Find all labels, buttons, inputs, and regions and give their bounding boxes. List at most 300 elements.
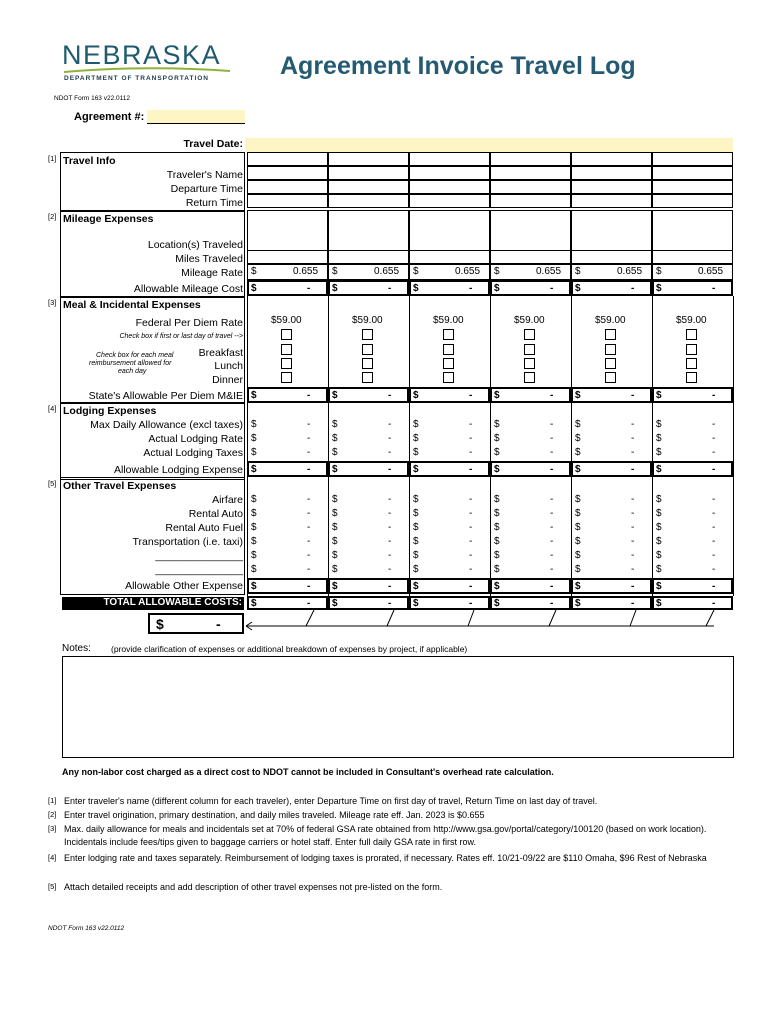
blank2-label: _______________ [155, 564, 243, 576]
rate-value-col-4: 0.655 [536, 266, 562, 277]
lunch-checkbox-col-4[interactable] [524, 358, 535, 369]
traveler-col-3-header[interactable] [409, 152, 490, 166]
travel-info-col-5-row-3[interactable] [571, 194, 652, 208]
allow-lodging-dollar-col-5: $ [575, 464, 581, 475]
max-daily-dollar-col-1: $ [251, 419, 257, 430]
agreement-number-field[interactable] [147, 110, 245, 124]
footnote-1: [1] Enter traveler's name (different column for each traveler), enter Departure Time on first day of travel, Return Time on last day of travel. [48, 796, 598, 806]
notes-hint: (provide clarification of expenses or additional breakdown of expenses by project, if applicable) [111, 644, 468, 654]
miles-col-3[interactable] [409, 250, 490, 264]
per-diem-col-3: $59.00 [433, 315, 464, 326]
actual-rate-dollar-col-5: $ [575, 433, 581, 444]
allow-lodging-value-col-2: - [388, 464, 392, 475]
traveler-col-4-header[interactable] [490, 152, 571, 166]
traveler-col-1-header[interactable] [247, 152, 328, 166]
total-dollar-col-4: $ [494, 598, 500, 609]
col-divider-2 [328, 296, 329, 596]
actual-taxes-dollar-col-3: $ [413, 447, 419, 458]
rental-auto-dollar-col-5: $ [575, 508, 581, 519]
airfare-dollar-col-2: $ [332, 494, 338, 505]
transport-label: Transportation (i.e. taxi) [132, 536, 243, 548]
miles-col-2[interactable] [328, 250, 409, 264]
grand-total-dollar: $ [156, 616, 164, 632]
section-box-1 [60, 152, 245, 212]
notes-textarea[interactable] [62, 656, 734, 758]
blank1-value-col-5[interactable]: - [631, 550, 635, 561]
blank2-dollar-col-5: $ [575, 564, 581, 575]
actual-rate-label: Actual Lodging Rate [148, 433, 243, 445]
blank1-value-col-6[interactable]: - [712, 550, 716, 561]
state-allow-dollar-col-5: $ [575, 390, 581, 401]
allow-lodging-col-5 [571, 461, 652, 477]
allow-other-value-col-2: - [388, 581, 392, 592]
lunch-checkbox-col-2[interactable] [362, 358, 373, 369]
first-last-checkbox-col-6[interactable] [686, 329, 697, 340]
dinner-checkbox-col-1[interactable] [281, 372, 292, 383]
travel-info-col-2-row-3[interactable] [328, 194, 409, 208]
meal-section: Meal & Incidental Expenses [63, 299, 201, 311]
allow-other-value-col-5: - [631, 581, 635, 592]
airfare-value-col-4[interactable]: - [550, 494, 554, 505]
blank1-value-col-2[interactable]: - [388, 550, 392, 561]
total-value-col-4: - [550, 598, 554, 609]
allow-mileage-col-4 [490, 280, 571, 296]
section-box-3 [60, 296, 245, 404]
total-value-col-1: - [307, 598, 311, 609]
transport-dollar-col-2: $ [332, 536, 338, 547]
state-allow-value-col-5: - [631, 390, 635, 401]
actual-taxes-value-col-1[interactable]: - [307, 447, 311, 458]
transport-dollar-col-1: $ [251, 536, 257, 547]
rental-auto-value-col-5[interactable]: - [631, 508, 635, 519]
travel-info-col-2-row-2[interactable] [328, 180, 409, 194]
airfare-dollar-col-4: $ [494, 494, 500, 505]
allow-lodging-col-3 [409, 461, 490, 477]
allow-other-value-col-3: - [469, 581, 473, 592]
blank2-dollar-col-6: $ [656, 564, 662, 575]
actual-taxes-dollar-col-5: $ [575, 447, 581, 458]
total-value-col-3: - [469, 598, 473, 609]
total-dollar-col-5: $ [575, 598, 581, 609]
logo-wordmark: NEBRASKA [62, 40, 222, 70]
rate-value-col-2: 0.655 [374, 266, 400, 277]
allow-other-col-2 [328, 578, 409, 594]
per-diem-col-2: $59.00 [352, 315, 383, 326]
transport-value-col-3[interactable]: - [469, 536, 473, 547]
total-allowable-label: TOTAL ALLOWABLE COSTS: [62, 597, 244, 610]
check-meal-hint-3: each day [118, 368, 147, 375]
blank2-value-col-1[interactable]: - [307, 564, 311, 575]
allow-other-dollar-col-5: $ [575, 581, 581, 592]
state-allow-col-6 [652, 387, 733, 403]
blank1-value-col-3[interactable]: - [469, 550, 473, 561]
col-divider-1 [247, 296, 248, 596]
travel-info-col-3-row-1[interactable] [409, 166, 490, 180]
blank1-dollar-col-5: $ [575, 550, 581, 561]
allow-lodging-col-1 [247, 461, 328, 477]
actual-taxes-label: Actual Lodging Taxes [143, 447, 243, 459]
dinner-checkbox-col-3[interactable] [443, 372, 454, 383]
blank1-dollar-col-2: $ [332, 550, 338, 561]
lunch-checkbox-col-6[interactable] [686, 358, 697, 369]
miles-col-5[interactable] [571, 250, 652, 264]
blank1-dollar-col-4: $ [494, 550, 500, 561]
check-first-last-hint: Check box if first or last day of travel --> [119, 333, 243, 340]
state-allow-value-col-1: - [307, 390, 311, 401]
first-last-checkbox-col-4[interactable] [524, 329, 535, 340]
state-allow-value-col-6: - [712, 390, 716, 401]
travel-info-col-6-row-1[interactable] [652, 166, 733, 180]
total-arrows-icon [244, 606, 724, 636]
allow-mileage-col-2 [328, 280, 409, 296]
allow-mileage-col-1 [247, 280, 328, 296]
rental-fuel-dollar-col-6: $ [656, 522, 662, 533]
rate-value-col-3: 0.655 [455, 266, 481, 277]
actual-taxes-value-col-4[interactable]: - [550, 447, 554, 458]
allow-mileage-value-col-4: - [550, 283, 554, 294]
rental-fuel-value-col-6[interactable]: - [712, 522, 716, 533]
breakfast-checkbox-col-4[interactable] [524, 344, 535, 355]
max-daily-dollar-col-6: $ [656, 419, 662, 430]
lunch-checkbox-col-3[interactable] [443, 358, 454, 369]
travelers-name-label: Traveler's Name [166, 169, 243, 181]
allow-other-dollar-col-4: $ [494, 581, 500, 592]
breakfast-checkbox-col-5[interactable] [605, 344, 616, 355]
agreement-label: Agreement #: [74, 111, 145, 123]
traveler-col-6-header[interactable] [652, 152, 733, 166]
allow-lodging-col-4 [490, 461, 571, 477]
dinner-checkbox-col-6[interactable] [686, 372, 697, 383]
actual-rate-value-col-2[interactable]: - [388, 433, 392, 444]
total-value-col-6: - [712, 598, 716, 609]
dinner-label: Dinner [212, 374, 243, 386]
lunch-checkbox-col-5[interactable] [605, 358, 616, 369]
travel-info-col-1-row-1[interactable] [247, 166, 328, 180]
transport-value-col-5[interactable]: - [631, 536, 635, 547]
actual-rate-value-col-1[interactable]: - [307, 433, 311, 444]
footnote-5: [5] Attach detailed receipts and add description of other travel expenses not pre-listed on the form. [48, 882, 443, 892]
allow-lodging-value-col-3: - [469, 464, 473, 475]
state-allow-col-3 [409, 387, 490, 403]
state-allow-dollar-col-6: $ [656, 390, 662, 401]
rental-fuel-value-col-5[interactable]: - [631, 522, 635, 533]
rental-auto-value-col-6[interactable]: - [712, 508, 716, 519]
actual-rate-dollar-col-4: $ [494, 433, 500, 444]
allow-lodging-label: Allowable Lodging Expense [113, 464, 243, 476]
state-allow-dollar-col-4: $ [494, 390, 500, 401]
footnote-mark-5: [5] [48, 479, 57, 488]
footnote-4: [4] Enter lodging rate and taxes separately. Reimbursement of lodging taxes is prorated, if necessary. Rates eff. 10/21-09/22 are $110 Omaha, $96 Rest of Nebraska [48, 853, 707, 863]
miles-label: Miles Traveled [175, 253, 243, 265]
allow-lodging-dollar-col-1: $ [251, 464, 257, 475]
logo-swoosh-icon [62, 67, 232, 75]
allow-lodging-dollar-col-2: $ [332, 464, 338, 475]
state-allow-value-col-4: - [550, 390, 554, 401]
max-daily-label: Max Daily Allowance (excl taxes) [90, 419, 243, 431]
first-last-checkbox-col-2[interactable] [362, 329, 373, 340]
allow-lodging-dollar-col-3: $ [413, 464, 419, 475]
max-daily-dollar-col-2: $ [332, 419, 338, 430]
rental-fuel-dollar-col-4: $ [494, 522, 500, 533]
breakfast-checkbox-col-3[interactable] [443, 344, 454, 355]
allow-other-col-5 [571, 578, 652, 594]
allow-mileage-col-5 [571, 280, 652, 296]
transport-dollar-col-5: $ [575, 536, 581, 547]
per-diem-label: Federal Per Diem Rate [135, 317, 243, 329]
blank1-dollar-col-1: $ [251, 550, 257, 561]
rental-auto-dollar-col-1: $ [251, 508, 257, 519]
total-dollar-col-3: $ [413, 598, 419, 609]
section-box-4 [60, 402, 245, 480]
col-divider-5 [571, 296, 572, 596]
max-daily-value-col-2[interactable]: - [388, 419, 392, 430]
total-dollar-col-2: $ [332, 598, 338, 609]
page-title: Agreement Invoice Travel Log [280, 52, 636, 80]
rental-fuel-dollar-col-1: $ [251, 522, 257, 533]
state-allow-label: State's Allowable Per Diem M&IE [88, 390, 243, 402]
rental-auto-value-col-3[interactable]: - [469, 508, 473, 519]
logo-subtitle: DEPARTMENT OF TRANSPORTATION [64, 75, 209, 82]
footer-form-number: NDOT Form 163 v22.0112 [48, 925, 125, 932]
transport-value-col-6[interactable]: - [712, 536, 716, 547]
actual-rate-value-col-6[interactable]: - [712, 433, 716, 444]
state-allow-col-1 [247, 387, 328, 403]
actual-rate-dollar-col-2: $ [332, 433, 338, 444]
actual-rate-dollar-col-3: $ [413, 433, 419, 444]
blank2-value-col-6[interactable]: - [712, 564, 716, 575]
airfare-value-col-6[interactable]: - [712, 494, 716, 505]
transport-value-col-1[interactable]: - [307, 536, 311, 547]
max-daily-value-col-3[interactable]: - [469, 419, 473, 430]
actual-rate-value-col-3[interactable]: - [469, 433, 473, 444]
allow-mileage-value-col-5: - [631, 283, 635, 294]
travel-info-col-1-row-3[interactable] [247, 194, 328, 208]
notes-label: Notes: [62, 643, 91, 654]
rental-fuel-value-col-3[interactable]: - [469, 522, 473, 533]
airfare-dollar-col-3: $ [413, 494, 419, 505]
rate-dollar-col-2: $ [332, 266, 338, 277]
max-daily-dollar-col-4: $ [494, 419, 500, 430]
departure-time-label: Departure Time [170, 183, 243, 195]
allow-other-value-col-6: - [712, 581, 716, 592]
miles-col-1[interactable] [247, 250, 328, 264]
check-meal-hint-2: reimbursement allowed for [89, 360, 172, 367]
actual-taxes-value-col-3[interactable]: - [469, 447, 473, 458]
travel-info-col-5-row-1[interactable] [571, 166, 652, 180]
airfare-value-col-5[interactable]: - [631, 494, 635, 505]
travel-info-col-1-row-2[interactable] [247, 180, 328, 194]
total-value-col-2: - [388, 598, 392, 609]
travel-info-col-6-row-2[interactable] [652, 180, 733, 194]
actual-rate-dollar-col-6: $ [656, 433, 662, 444]
per-diem-col-4: $59.00 [514, 315, 545, 326]
breakfast-checkbox-col-6[interactable] [686, 344, 697, 355]
rental-auto-dollar-col-2: $ [332, 508, 338, 519]
rate-dollar-col-1: $ [251, 266, 257, 277]
blank2-dollar-col-4: $ [494, 564, 500, 575]
actual-rate-value-col-5[interactable]: - [631, 433, 635, 444]
section-box-2 [60, 210, 245, 298]
locations-label: Location(s) Traveled [147, 239, 243, 251]
airfare-dollar-col-1: $ [251, 494, 257, 505]
miles-col-6[interactable] [652, 250, 733, 264]
travel-info-col-2-row-1[interactable] [328, 166, 409, 180]
lunch-label: Lunch [214, 360, 243, 372]
footnote-mark-2: [2] [48, 212, 57, 221]
per-diem-col-6: $59.00 [676, 315, 707, 326]
first-last-checkbox-col-1[interactable] [281, 329, 292, 340]
blank1-value-col-1[interactable]: - [307, 550, 311, 561]
state-allow-col-4 [490, 387, 571, 403]
allow-mileage-dollar-col-3: $ [413, 283, 419, 294]
travel-info-col-4-row-1[interactable] [490, 166, 571, 180]
dinner-checkbox-col-5[interactable] [605, 372, 616, 383]
overhead-note: Any non-labor cost charged as a direct cost to NDOT cannot be included in Consultant's overhead rate calculation. [62, 767, 554, 777]
blank1-dollar-col-6: $ [656, 550, 662, 561]
airfare-dollar-col-5: $ [575, 494, 581, 505]
rate-dollar-col-3: $ [413, 266, 419, 277]
max-daily-dollar-col-5: $ [575, 419, 581, 430]
section-box-5 [60, 477, 245, 595]
travel-info-col-6-row-3[interactable] [652, 194, 733, 208]
rental-auto-label: Rental Auto [188, 508, 243, 520]
allow-other-dollar-col-6: $ [656, 581, 662, 592]
rental-auto-dollar-col-6: $ [656, 508, 662, 519]
breakfast-checkbox-col-2[interactable] [362, 344, 373, 355]
allow-lodging-dollar-col-6: $ [656, 464, 662, 475]
rental-auto-value-col-2[interactable]: - [388, 508, 392, 519]
first-last-checkbox-col-3[interactable] [443, 329, 454, 340]
max-daily-value-col-6[interactable]: - [712, 419, 716, 430]
allow-other-value-col-4: - [550, 581, 554, 592]
allow-lodging-value-col-1: - [307, 464, 311, 475]
rental-auto-dollar-col-4: $ [494, 508, 500, 519]
state-allow-dollar-col-1: $ [251, 390, 257, 401]
blank1-value-col-4[interactable]: - [550, 550, 554, 561]
transport-value-col-2[interactable]: - [388, 536, 392, 547]
mileage-section: Mileage Expenses [63, 213, 154, 225]
actual-taxes-dollar-col-4: $ [494, 447, 500, 458]
allow-mileage-value-col-2: - [388, 283, 392, 294]
allow-other-value-col-1: - [307, 581, 311, 592]
travel-info-col-5-row-2[interactable] [571, 180, 652, 194]
lodging-section: Lodging Expenses [63, 405, 157, 417]
actual-taxes-value-col-5[interactable]: - [631, 447, 635, 458]
airfare-value-col-2[interactable]: - [388, 494, 392, 505]
col-divider-4 [490, 296, 491, 596]
transport-value-col-4[interactable]: - [550, 536, 554, 547]
travel-info-section: Travel Info [63, 155, 116, 167]
col-divider-7 [733, 296, 734, 596]
max-daily-value-col-5[interactable]: - [631, 419, 635, 430]
allow-other-col-3 [409, 578, 490, 594]
lunch-checkbox-col-1[interactable] [281, 358, 292, 369]
allow-mileage-dollar-col-5: $ [575, 283, 581, 294]
traveler-col-2-header[interactable] [328, 152, 409, 166]
travel-info-col-4-row-3[interactable] [490, 194, 571, 208]
state-allow-dollar-col-3: $ [413, 390, 419, 401]
footnote-mark-4: [4] [48, 404, 57, 413]
allow-other-col-6 [652, 578, 733, 594]
travel-date-input-row[interactable] [245, 138, 733, 152]
rate-value-col-6: 0.655 [698, 266, 724, 277]
col-divider-6 [652, 296, 653, 596]
breakfast-checkbox-col-1[interactable] [281, 344, 292, 355]
rental-fuel-value-col-4[interactable]: - [550, 522, 554, 533]
airfare-label: Airfare [212, 494, 243, 506]
actual-taxes-dollar-col-6: $ [656, 447, 662, 458]
max-daily-value-col-1[interactable]: - [307, 419, 311, 430]
per-diem-col-5: $59.00 [595, 315, 626, 326]
col-divider-3 [409, 296, 410, 596]
allow-other-label: Allowable Other Expense [125, 580, 243, 592]
other-section: Other Travel Expenses [63, 480, 177, 492]
max-daily-value-col-4[interactable]: - [550, 419, 554, 430]
blank2-value-col-3[interactable]: - [469, 564, 473, 575]
allow-mileage-col-3 [409, 280, 490, 296]
rental-fuel-label: Rental Auto Fuel [165, 522, 243, 534]
total-dollar-col-1: $ [251, 598, 257, 609]
travel-info-col-3-row-2[interactable] [409, 180, 490, 194]
first-last-checkbox-col-5[interactable] [605, 329, 616, 340]
travel-info-col-3-row-3[interactable] [409, 194, 490, 208]
check-meal-hint-1: Check box for each meal [96, 352, 174, 359]
allow-lodging-value-col-5: - [631, 464, 635, 475]
allow-other-col-4 [490, 578, 571, 594]
rate-dollar-col-4: $ [494, 266, 500, 277]
dinner-checkbox-col-4[interactable] [524, 372, 535, 383]
airfare-value-col-1[interactable]: - [307, 494, 311, 505]
grand-total-box [148, 613, 244, 634]
blank2-value-col-2[interactable]: - [388, 564, 392, 575]
allow-mileage-dollar-col-2: $ [332, 283, 338, 294]
blank2-dollar-col-2: $ [332, 564, 338, 575]
airfare-value-col-3[interactable]: - [469, 494, 473, 505]
dinner-checkbox-col-2[interactable] [362, 372, 373, 383]
state-allow-col-2 [328, 387, 409, 403]
traveler-col-5-header[interactable] [571, 152, 652, 166]
rental-auto-dollar-col-3: $ [413, 508, 419, 519]
state-allow-col-5 [571, 387, 652, 403]
rental-auto-value-col-1[interactable]: - [307, 508, 311, 519]
allow-mileage-value-col-6: - [712, 283, 716, 294]
rental-fuel-value-col-2[interactable]: - [388, 522, 392, 533]
per-diem-col-1: $59.00 [271, 315, 302, 326]
blank2-value-col-4[interactable]: - [550, 564, 554, 575]
allow-mileage-value-col-1: - [307, 283, 311, 294]
blank1-label: _______________ [155, 550, 243, 562]
transport-dollar-col-3: $ [413, 536, 419, 547]
blank2-value-col-5[interactable]: - [631, 564, 635, 575]
actual-rate-value-col-4[interactable]: - [550, 433, 554, 444]
rental-auto-value-col-4[interactable]: - [550, 508, 554, 519]
actual-taxes-value-col-6[interactable]: - [712, 447, 716, 458]
rental-fuel-dollar-col-5: $ [575, 522, 581, 533]
state-allow-dollar-col-2: $ [332, 390, 338, 401]
rate-value-col-1: 0.655 [293, 266, 319, 277]
footnote-mark-3: [3] [48, 298, 57, 307]
miles-col-4[interactable] [490, 250, 571, 264]
allow-lodging-col-6 [652, 461, 733, 477]
allow-lodging-col-2 [328, 461, 409, 477]
rental-fuel-value-col-1[interactable]: - [307, 522, 311, 533]
return-time-label: Return Time [185, 197, 243, 209]
travel-info-col-4-row-2[interactable] [490, 180, 571, 194]
actual-taxes-value-col-2[interactable]: - [388, 447, 392, 458]
max-daily-dollar-col-3: $ [413, 419, 419, 430]
total-value-col-5: - [631, 598, 635, 609]
allow-other-dollar-col-1: $ [251, 581, 257, 592]
